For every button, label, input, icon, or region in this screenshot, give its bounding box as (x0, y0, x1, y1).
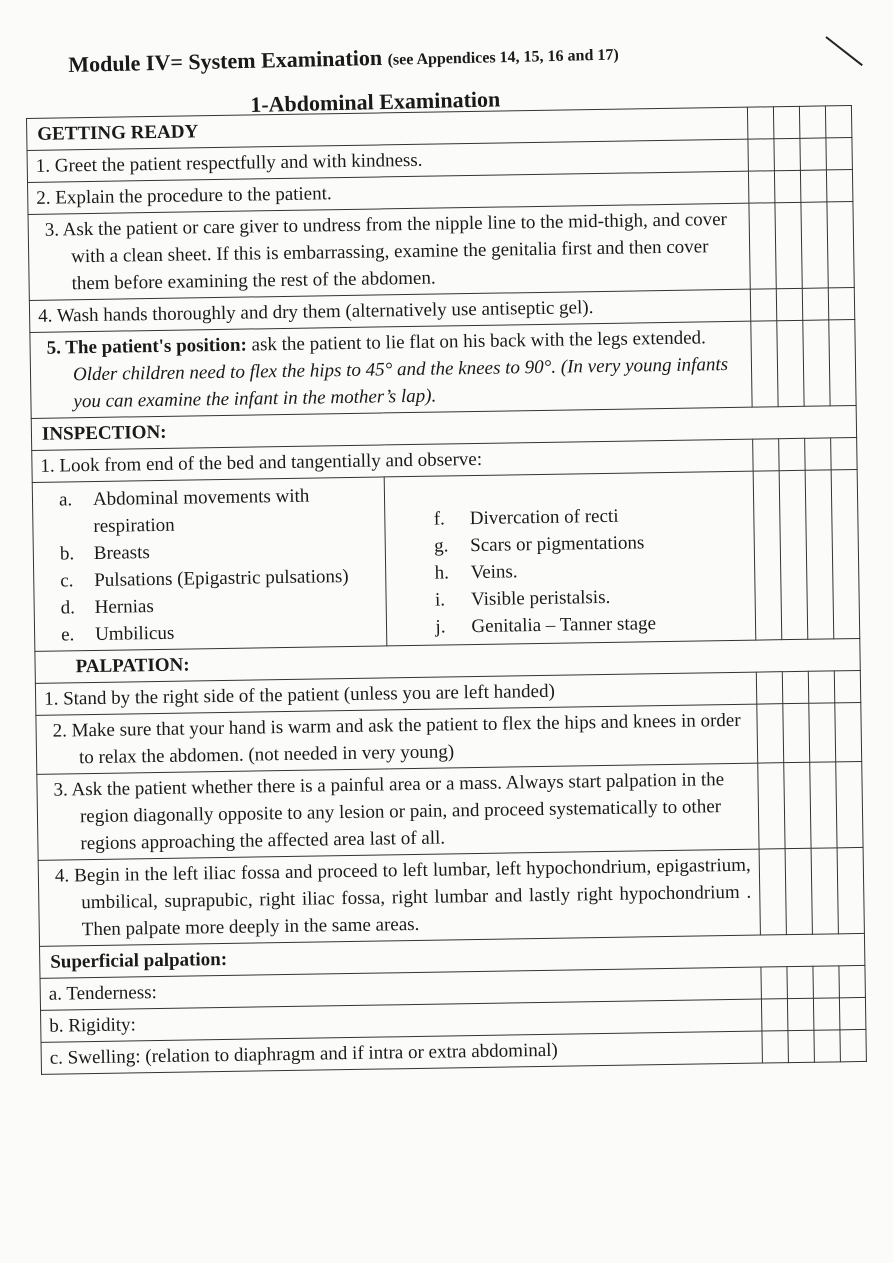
section-subtitle: 1-Abdominal Examination (250, 86, 501, 117)
section-heading: Superficial palpation: (40, 933, 865, 978)
module-title-text: Module IV= System Examination (68, 44, 383, 77)
score-box[interactable] (762, 1031, 789, 1063)
score-box[interactable] (757, 704, 784, 763)
checklist-item: 1. Greet the patient respectfully and with kindness. (27, 139, 748, 182)
score-box[interactable] (840, 1029, 867, 1061)
score-box[interactable] (761, 967, 788, 999)
list-key: f. (433, 508, 446, 530)
inspection-list-row (32, 469, 860, 651)
list-text: Pulsations (Epigastric pulsations) (94, 565, 349, 591)
list-key: e. (60, 624, 75, 646)
list-key: a. (58, 489, 73, 511)
score-box[interactable] (805, 470, 834, 639)
list-item (395, 609, 747, 642)
list-text: Scars or pigmentations (470, 532, 645, 557)
score-box[interactable] (785, 848, 812, 934)
list-text: Hernias (94, 596, 154, 618)
score-box[interactable] (837, 847, 864, 933)
checklist-row (30, 320, 856, 419)
checklist-row (37, 761, 863, 860)
score-box[interactable] (787, 966, 814, 998)
list-text: Breasts (93, 542, 150, 564)
score-box[interactable] (752, 439, 779, 471)
score-box[interactable] (800, 170, 827, 202)
score-box[interactable] (747, 107, 774, 139)
score-box[interactable] (827, 202, 854, 288)
inspection-list-right (385, 471, 756, 646)
checklist-item (38, 324, 743, 416)
score-box[interactable] (788, 1030, 815, 1062)
score-box[interactable] (782, 671, 809, 703)
checklist-item: c. Swelling: (relation to diaphragm and if intra or extra abdominal) (41, 1031, 762, 1074)
list-key: g. (434, 535, 449, 557)
checklist-row (38, 847, 864, 946)
score-box[interactable] (813, 998, 840, 1030)
score-box[interactable] (774, 170, 801, 202)
list-text: Veins. (470, 561, 518, 584)
score-box[interactable] (750, 289, 777, 321)
score-box[interactable] (803, 320, 830, 406)
list-key: j. (435, 616, 446, 638)
score-box[interactable] (748, 171, 775, 203)
list-key: b. (59, 543, 75, 565)
list-key: i. (434, 589, 446, 611)
section-heading: GETTING READY (27, 107, 748, 150)
score-box[interactable] (751, 321, 778, 407)
score-box[interactable] (826, 170, 853, 202)
score-box[interactable] (808, 671, 835, 703)
list-item (43, 617, 379, 649)
observation-list (41, 482, 379, 649)
list-text: Visible peristalsis. (470, 586, 611, 611)
position-note: Older children need to flex the hips to 45° and the knees to 90°. (In very young infants you can examine the infant in the mother’s lap). (72, 354, 729, 413)
score-box[interactable] (776, 288, 803, 320)
list-text: Genitalia – Tanner stage (471, 613, 657, 638)
score-box[interactable] (836, 761, 863, 847)
list-text: Abdominal movements with respiration (92, 485, 310, 537)
score-box[interactable] (761, 999, 788, 1031)
score-box[interactable] (749, 203, 776, 289)
score-box[interactable] (810, 762, 837, 848)
section-heading: PALPATION: (35, 638, 860, 683)
checklist-item: a. Tenderness: (40, 967, 761, 1010)
score-box[interactable] (779, 470, 808, 639)
score-box[interactable] (831, 437, 858, 469)
checklist-item: 2. Explain the procedure to the patient. (28, 171, 749, 214)
observation-list (394, 501, 748, 642)
score-box[interactable] (774, 138, 801, 170)
checklist-item: 2. Make sure that your hand is warm and ask the patient to flex the hips and knees in order to relax the abdomen. (not needed in very young) (52, 709, 741, 769)
score-box[interactable] (801, 202, 828, 288)
list-text: Umbilicus (94, 622, 175, 645)
score-box[interactable] (777, 320, 804, 406)
score-box[interactable] (802, 288, 829, 320)
list-key: h. (434, 562, 450, 584)
score-box[interactable] (800, 138, 827, 170)
score-box[interactable] (829, 320, 856, 406)
list-key: c. (60, 570, 74, 592)
list-text: Divercation of recti (469, 505, 619, 530)
score-box[interactable] (835, 702, 862, 761)
score-box[interactable] (756, 672, 783, 704)
score-box[interactable] (775, 202, 802, 288)
checklist-table (26, 105, 867, 1075)
score-box[interactable] (773, 106, 800, 138)
score-box[interactable] (834, 670, 861, 702)
checklist-sheet (26, 105, 867, 1075)
score-box[interactable] (831, 469, 860, 638)
checklist-item-cell (38, 849, 760, 946)
score-box[interactable] (783, 703, 810, 762)
score-box[interactable] (826, 138, 853, 170)
score-box[interactable] (779, 438, 806, 470)
section-heading: INSPECTION: (31, 405, 856, 450)
score-box[interactable] (784, 762, 811, 848)
pen-mark (825, 36, 862, 66)
score-box[interactable] (828, 288, 855, 320)
score-box[interactable] (825, 106, 852, 138)
checklist-item-cell (30, 321, 752, 418)
checklist-item: 3. Ask the patient whether there is a painful area or a mass. Always start palpation in the region diagonally opposite to any lesion or pain, and proceed systematically to other regions approaching the affected area last of all. (53, 769, 725, 855)
checklist-item: 4. Wash hands thoroughly and dry them (alternatively use antiseptic gel). (29, 289, 750, 332)
score-box[interactable] (839, 965, 866, 997)
score-box[interactable] (814, 1030, 841, 1062)
score-box[interactable] (811, 848, 838, 934)
position-text: ask the patient to lie flat on his back with the legs extended. (246, 327, 706, 356)
list-key: d. (60, 597, 76, 619)
checklist-item: 3. Ask the patient or care giver to undress from the nipple line to the mid-thigh, and cover with a clean sheet. If this is embarrassing, examine the genitalia first and then cover them before examining the rest of the abdomen. (44, 209, 728, 295)
checklist-row (28, 202, 854, 301)
module-note: (see Appendices 14, 15, 16 and 17) (387, 46, 619, 69)
score-box[interactable] (787, 998, 814, 1030)
inspection-list-left (32, 477, 387, 652)
checklist-item-cell (28, 203, 750, 300)
score-box[interactable] (839, 997, 866, 1029)
score-box[interactable] (813, 966, 840, 998)
score-box[interactable] (753, 471, 782, 640)
score-box[interactable] (799, 106, 826, 138)
list-item (41, 482, 377, 541)
score-box[interactable] (748, 139, 775, 171)
position-label: 5. The patient's position: (46, 334, 248, 359)
checklist-item: 1. Look from end of the bed and tangentially and observe: (32, 439, 753, 482)
checklist-item: 1. Stand by the right side of the patient (unless you are left handed) (35, 672, 756, 715)
score-box[interactable] (758, 763, 785, 849)
score-box[interactable] (805, 438, 832, 470)
checklist-item: 4. Begin in the left iliac fossa and proceed to left lumbar, left hypochondrium, epigastrium, umbilical, suprapubic, right iliac fossa, right lumbar and lastly right hypochondrium . Then palpate more deeply in the same areas. (54, 854, 752, 941)
checklist-item: b. Rigidity: (41, 999, 762, 1042)
checklist-item-cell (37, 763, 759, 860)
score-box[interactable] (759, 849, 786, 935)
module-title (68, 40, 619, 78)
score-box[interactable] (809, 703, 836, 762)
